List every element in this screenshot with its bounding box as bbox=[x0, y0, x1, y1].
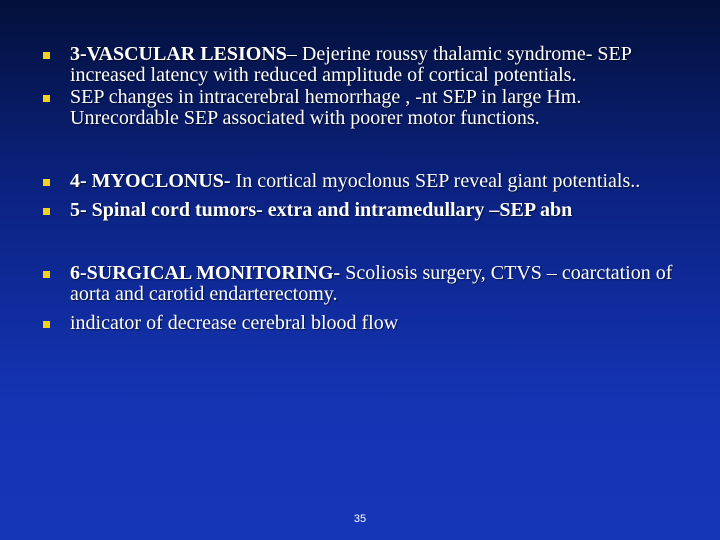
bullet-heading: 6-SURGICAL MONITORING- bbox=[70, 262, 341, 284]
bullet-list bbox=[40, 44, 680, 334]
bullet-item bbox=[40, 313, 680, 334]
bullet-text: indicator of decrease cerebral blood flow bbox=[70, 312, 399, 334]
bullet-heading: 5- Spinal cord tumors- extra and intramedullary –SEP abn bbox=[70, 199, 573, 221]
bullet-item bbox=[40, 87, 680, 129]
bullet-item bbox=[40, 200, 680, 221]
bullet-item bbox=[40, 263, 680, 305]
square-bullet-icon bbox=[43, 95, 50, 102]
page-number: 35 bbox=[353, 513, 367, 525]
bullet-item bbox=[40, 44, 680, 86]
square-bullet-icon bbox=[43, 271, 50, 278]
bullet-text: SEP changes in intracerebral hemorrhage , -nt SEP in large Hm. Unrecordable SEP associated with poorer motor functions. bbox=[70, 86, 582, 129]
bullet-item bbox=[40, 171, 680, 192]
bullet-heading: 4- MYOCLONUS- bbox=[70, 170, 231, 192]
bullet-heading: 3-VASCULAR LESIONS bbox=[70, 43, 287, 65]
square-bullet-icon bbox=[43, 179, 50, 186]
bullet-text: In cortical myoclonus SEP reveal giant potentials.. bbox=[230, 170, 641, 192]
square-bullet-icon bbox=[43, 52, 50, 59]
square-bullet-icon bbox=[43, 321, 50, 328]
bullet-text: – Dejerine roussy thalamic syndrome- SEP increased latency with reduced amplitude of cortical potentials. bbox=[70, 43, 632, 86]
bullet-text: Scoliosis surgery, CTVS – coarctation of aorta and carotid endarterectomy. bbox=[70, 262, 673, 305]
square-bullet-icon bbox=[43, 208, 50, 215]
